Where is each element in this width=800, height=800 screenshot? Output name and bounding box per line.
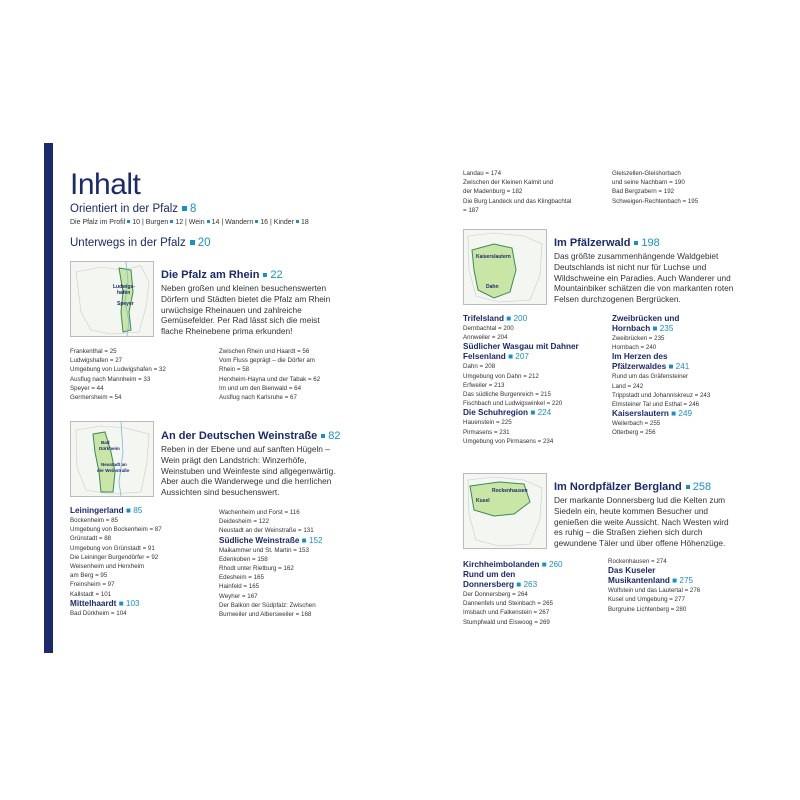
section-page: 8 [190, 203, 197, 215]
list-item[interactable]: Hainfeld = 165 [219, 583, 260, 591]
bullet-square-icon [296, 220, 299, 223]
svg-text:hafen: hafen [117, 290, 131, 296]
svg-text:Rockenhausen: Rockenhausen [492, 488, 528, 494]
list-item[interactable]: Rockenhausen = 274 [608, 558, 667, 565]
list-item[interactable]: Dahn = 208 [463, 363, 496, 371]
list-item[interactable]: Hauenstein = 225 [463, 419, 512, 427]
list-item[interactable]: Umgebung von Grünstadt = 91 [70, 544, 155, 552]
list-item[interactable]: Ausflug nach Mannheim = 33 [70, 375, 151, 383]
region-desc-rhein: Neben großen und kleinen besuchenswerten Dörfern und Städten bietet die Pfalz am Rhein urwüchsige Rheinauen und zahlreiche Gemüsefelder. Per Rad lässt sich die meist flache Rheinebene prima erkunden! [161, 283, 331, 337]
list-item[interactable]: Frankenthal = 25 [70, 348, 117, 355]
region-title-nordpfalz[interactable] [554, 481, 711, 493]
list-item[interactable]: Das südliche Burgenreich = 215 [463, 391, 551, 399]
list-item[interactable]: Umgebung von Ludwigshafen = 32 [70, 366, 166, 374]
region-desc-pfaelzerwald: Das größte zusammenhängende Waldgebiet Deutschlands ist nicht nur für Luchse und Wildschweine ein Paradies. Auch Wanderer und Mountainbiker schätzen die von markanten roten Felsen durchzogenen Bergrücken. [554, 251, 734, 305]
list-item[interactable]: Neustadt an der Weinstraße = 131 [219, 527, 314, 535]
list-item[interactable]: Rhein = 58 [219, 366, 250, 374]
bullet-square-icon [321, 434, 325, 438]
list-item[interactable]: Pirmasens = 231 [463, 428, 510, 436]
list-item[interactable]: Zwischen Rhein und Haardt = 56 [219, 348, 310, 355]
region-page: 82 [328, 430, 341, 442]
page-title: Inhalt [70, 168, 141, 201]
bullet-square-icon [263, 273, 267, 277]
subregion-heading[interactable]: Im Herzen des Pfälzerwaldes ■ 241 [612, 352, 690, 372]
weinstrasse-list-left [70, 506, 218, 618]
list-item[interactable]: Edenkoben = 158 [219, 555, 268, 563]
list-item[interactable]: Umgebung von Bockenheim = 87 [70, 526, 162, 534]
sub-item[interactable]: 10 | Burgen [132, 219, 169, 226]
pfaelzerwald-list-left [463, 314, 608, 446]
svg-text:Neustadt an: Neustadt an [101, 462, 127, 467]
rhein-list-left [70, 347, 215, 402]
region-title-weinstrasse[interactable] [161, 430, 341, 442]
list-item[interactable]: Ludwigshafen = 27 [70, 357, 123, 365]
list-item[interactable]: Elmsteiner Tal und Esthal = 246 [612, 401, 700, 409]
svg-text:Dahn: Dahn [486, 284, 499, 290]
svg-text:Bad: Bad [101, 440, 110, 445]
svg-text:der Weinstraße: der Weinstraße [97, 468, 130, 473]
list-item[interactable]: Die Burg Landeck und das Klingbachtal [463, 197, 572, 205]
list-item[interactable]: Rund um das Gräfensteiner [612, 373, 689, 381]
section-label: Orientiert in der Pfalz [70, 203, 179, 215]
sub-item[interactable]: 18 [301, 219, 309, 226]
subregion-heading[interactable]: Südlicher Wasgau mit Dahner Felsenland ■ 207 [463, 342, 579, 362]
bullet-square-icon [207, 220, 210, 223]
list-item[interactable]: Kusel und Umgebung = 277 [608, 596, 685, 604]
subregion-heading[interactable]: Kirchheimbolanden ■ 260 [463, 560, 563, 569]
subregion-heading[interactable]: Trifelsland ■ 200 [463, 314, 528, 323]
list-item[interactable]: Schweigen-Rechtenbach = 195 [612, 197, 699, 205]
section-label: Unterwegs in der Pfalz [70, 237, 186, 249]
subregion-heading[interactable]: Die Schuhregion ■ 224 [463, 408, 552, 418]
weinstrasse-list-right [219, 508, 384, 619]
list-item[interactable]: = 187 [463, 206, 479, 214]
list-item[interactable]: Weilerbach = 255 [612, 420, 661, 428]
list-item[interactable]: Freinsheim = 97 [70, 581, 115, 589]
bullet-square-icon [255, 220, 258, 223]
list-item[interactable]: Trippstadt und Johanniskreuz = 243 [612, 391, 711, 399]
region-map-icon [71, 262, 153, 336]
list-item[interactable]: Grünstadt = 88 [70, 535, 112, 543]
pfaelzerwald-list-right [612, 314, 762, 438]
list-item[interactable]: Wolfstein und das Lautertal = 276 [608, 587, 701, 595]
sub-item[interactable]: 16 | Kinder [260, 219, 295, 226]
nordpfalz-list-right [608, 557, 763, 614]
region-title-label: An der Deutschen Weinstraße [161, 430, 318, 442]
top-right-list-right [612, 169, 762, 206]
list-item[interactable]: Otterberg = 256 [612, 429, 656, 437]
orientiert-subsections [70, 219, 309, 226]
region-page: 198 [641, 237, 660, 249]
list-item[interactable]: Fischbach und Ludwigswinkel = 220 [463, 400, 563, 408]
subregion-heading[interactable]: Mittelhaardt ■ 103 [70, 598, 140, 608]
section-orientiert[interactable] [70, 203, 196, 215]
region-title-label: Im Pfälzerwald [554, 237, 631, 249]
list-item[interactable]: Wachenheim und Forst = 116 [219, 509, 300, 516]
nordpfalz-list-left [463, 560, 608, 627]
list-item[interactable]: Maikammer und St. Martin = 153 [219, 546, 309, 554]
bullet-square-icon [190, 240, 195, 245]
list-item[interactable]: Dannenfels und Steinbach = 265 [463, 600, 553, 608]
list-item[interactable]: Umgebung von Dahn = 212 [463, 372, 539, 380]
bullet-square-icon [170, 220, 173, 223]
region-page: 258 [692, 481, 712, 493]
map-thumbnail-pfaelzerwald [463, 229, 547, 305]
rhein-list-right [219, 347, 379, 402]
list-item[interactable]: Kallstadt = 101 [70, 590, 112, 598]
list-item[interactable]: Ausflug nach Karlsruhe = 67 [219, 394, 297, 402]
list-item[interactable]: Umgebung von Pirmasens = 234 [463, 437, 554, 445]
subregion-heading[interactable]: Südliche Weinstraße ■ 152 [219, 535, 323, 545]
subregion-heading[interactable]: Rund um den Donnersberg ■ 263 [463, 570, 538, 589]
subregion-heading[interactable]: Leiningerland ■ 85 [70, 506, 143, 515]
list-item[interactable]: Land = 242 [612, 382, 644, 390]
region-map-icon [464, 474, 546, 548]
list-item[interactable]: Deidesheim = 122 [219, 518, 270, 526]
list-item[interactable]: Vom Fluss geprägt – die Dörfer am [219, 357, 315, 365]
list-item[interactable]: Germersheim = 54 [70, 394, 122, 402]
map-thumbnail-nordpfalz [463, 473, 547, 549]
top-right-list-left [463, 169, 608, 215]
svg-text:Speyer: Speyer [117, 301, 134, 307]
region-title-rhein[interactable] [161, 269, 283, 281]
list-item[interactable]: Gleiszellen-Gleishorbach [612, 170, 681, 177]
bullet-square-icon [686, 485, 690, 489]
list-item[interactable]: Bockenheim = 85 [70, 517, 118, 524]
list-item[interactable]: Annweiler = 204 [463, 334, 508, 342]
list-item[interactable]: Herxheim-Hayna und der Tabak = 62 [219, 375, 321, 383]
list-item[interactable]: Dernbachtal = 200 [463, 325, 514, 332]
region-map-icon [71, 422, 153, 496]
list-item[interactable]: Stumpfwald und Eiswoog = 269 [463, 618, 550, 626]
sub-item[interactable]: 14 | Wandern [211, 219, 254, 226]
region-page: 22 [270, 269, 283, 281]
list-item[interactable]: Rhodt unter Rietburg = 162 [219, 565, 294, 573]
bullet-square-icon [182, 206, 187, 211]
bullet-square-icon [634, 241, 638, 245]
list-item[interactable]: Burrweiler und Albersweiler = 168 [219, 611, 312, 619]
region-title-pfaelzerwald[interactable] [554, 237, 660, 249]
list-item[interactable]: Weyher = 167 [219, 592, 258, 600]
list-item[interactable]: Die Leininger Burgendörfer = 92 [70, 553, 159, 561]
list-item[interactable]: Zwischen der Kleinen Kalmit und [463, 179, 554, 187]
list-item[interactable]: Landau = 174 [463, 170, 502, 177]
svg-text:Kaiserslautern: Kaiserslautern [476, 254, 511, 260]
subregion-heading[interactable]: Kaiserslautern ■ 249 [612, 409, 693, 419]
svg-text:Ludwigs-: Ludwigs- [113, 284, 135, 290]
list-item[interactable]: und seine Nachbarn = 190 [612, 179, 685, 187]
svg-text:Dürkheim: Dürkheim [99, 446, 120, 451]
list-item[interactable]: der Madenburg = 182 [463, 188, 523, 196]
section-page: 20 [197, 237, 211, 249]
region-map-icon [464, 230, 546, 304]
list-item[interactable]: Burgruine Lichtenberg = 280 [608, 605, 687, 613]
list-item[interactable]: Weisenheim und Herxheim [70, 563, 145, 571]
list-item[interactable]: Erfweiler = 213 [463, 381, 505, 389]
list-item[interactable]: Der Donnersberg = 264 [463, 591, 528, 598]
list-item[interactable]: Hornbach = 240 [612, 344, 657, 352]
region-desc-weinstrasse: Reben in der Ebene und auf sanften Hügeln – Wein prägt den Landstrich: Winzerhöfe, Weinstuben und Weinfeste sind allgegenwärtig. Aber auch die Wanderwege und die herrlichen Aussichten sind besuchenswert. [161, 444, 336, 498]
list-item[interactable]: Im und um den Bienwald = 64 [219, 384, 302, 392]
bullet-square-icon [127, 220, 130, 223]
list-item[interactable]: am Berg = 95 [70, 572, 108, 580]
subregion-heading[interactable]: Das Kuseler Musikantenland ■ 275 [608, 566, 694, 586]
svg-text:Kusel: Kusel [476, 498, 490, 504]
list-item[interactable]: Der Balkon der Südpfalz: Zwischen [219, 601, 316, 609]
sub-item[interactable]: Die Pfalz im Profil [70, 219, 126, 226]
list-item[interactable]: Edesheim = 165 [219, 574, 264, 582]
list-item[interactable]: Bad Dürkheim = 104 [70, 609, 127, 617]
region-desc-nordpfalz: Der markante Donnersberg lud die Kelten zum Siedeln ein, heute kommen Besucher und genießen die weite Aussicht. Nach Westen wird es ruhig – die Straßen ziehen sich durch gewundene Täler und über offene Höhenzüge. [554, 495, 729, 549]
map-thumbnail-weinstrasse [70, 421, 154, 497]
map-thumbnail-rhein [70, 261, 154, 337]
list-item[interactable]: Bad Bergzabern = 192 [612, 188, 675, 196]
subregion-heading[interactable]: Zweibrücken und Hornbach ■ 235 [612, 314, 680, 333]
list-item[interactable]: Speyer = 44 [70, 384, 104, 392]
sub-item[interactable]: 12 | Wein [175, 219, 205, 226]
region-title-label: Die Pfalz am Rhein [161, 269, 260, 281]
list-item[interactable]: Zweibrücken = 235 [612, 335, 665, 342]
region-title-label: Im Nordpfälzer Bergland [554, 481, 682, 493]
list-item[interactable]: Imsbach und Falkenstein = 267 [463, 609, 550, 617]
section-unterwegs[interactable] [70, 237, 211, 249]
chapter-spine-bar [44, 143, 53, 653]
